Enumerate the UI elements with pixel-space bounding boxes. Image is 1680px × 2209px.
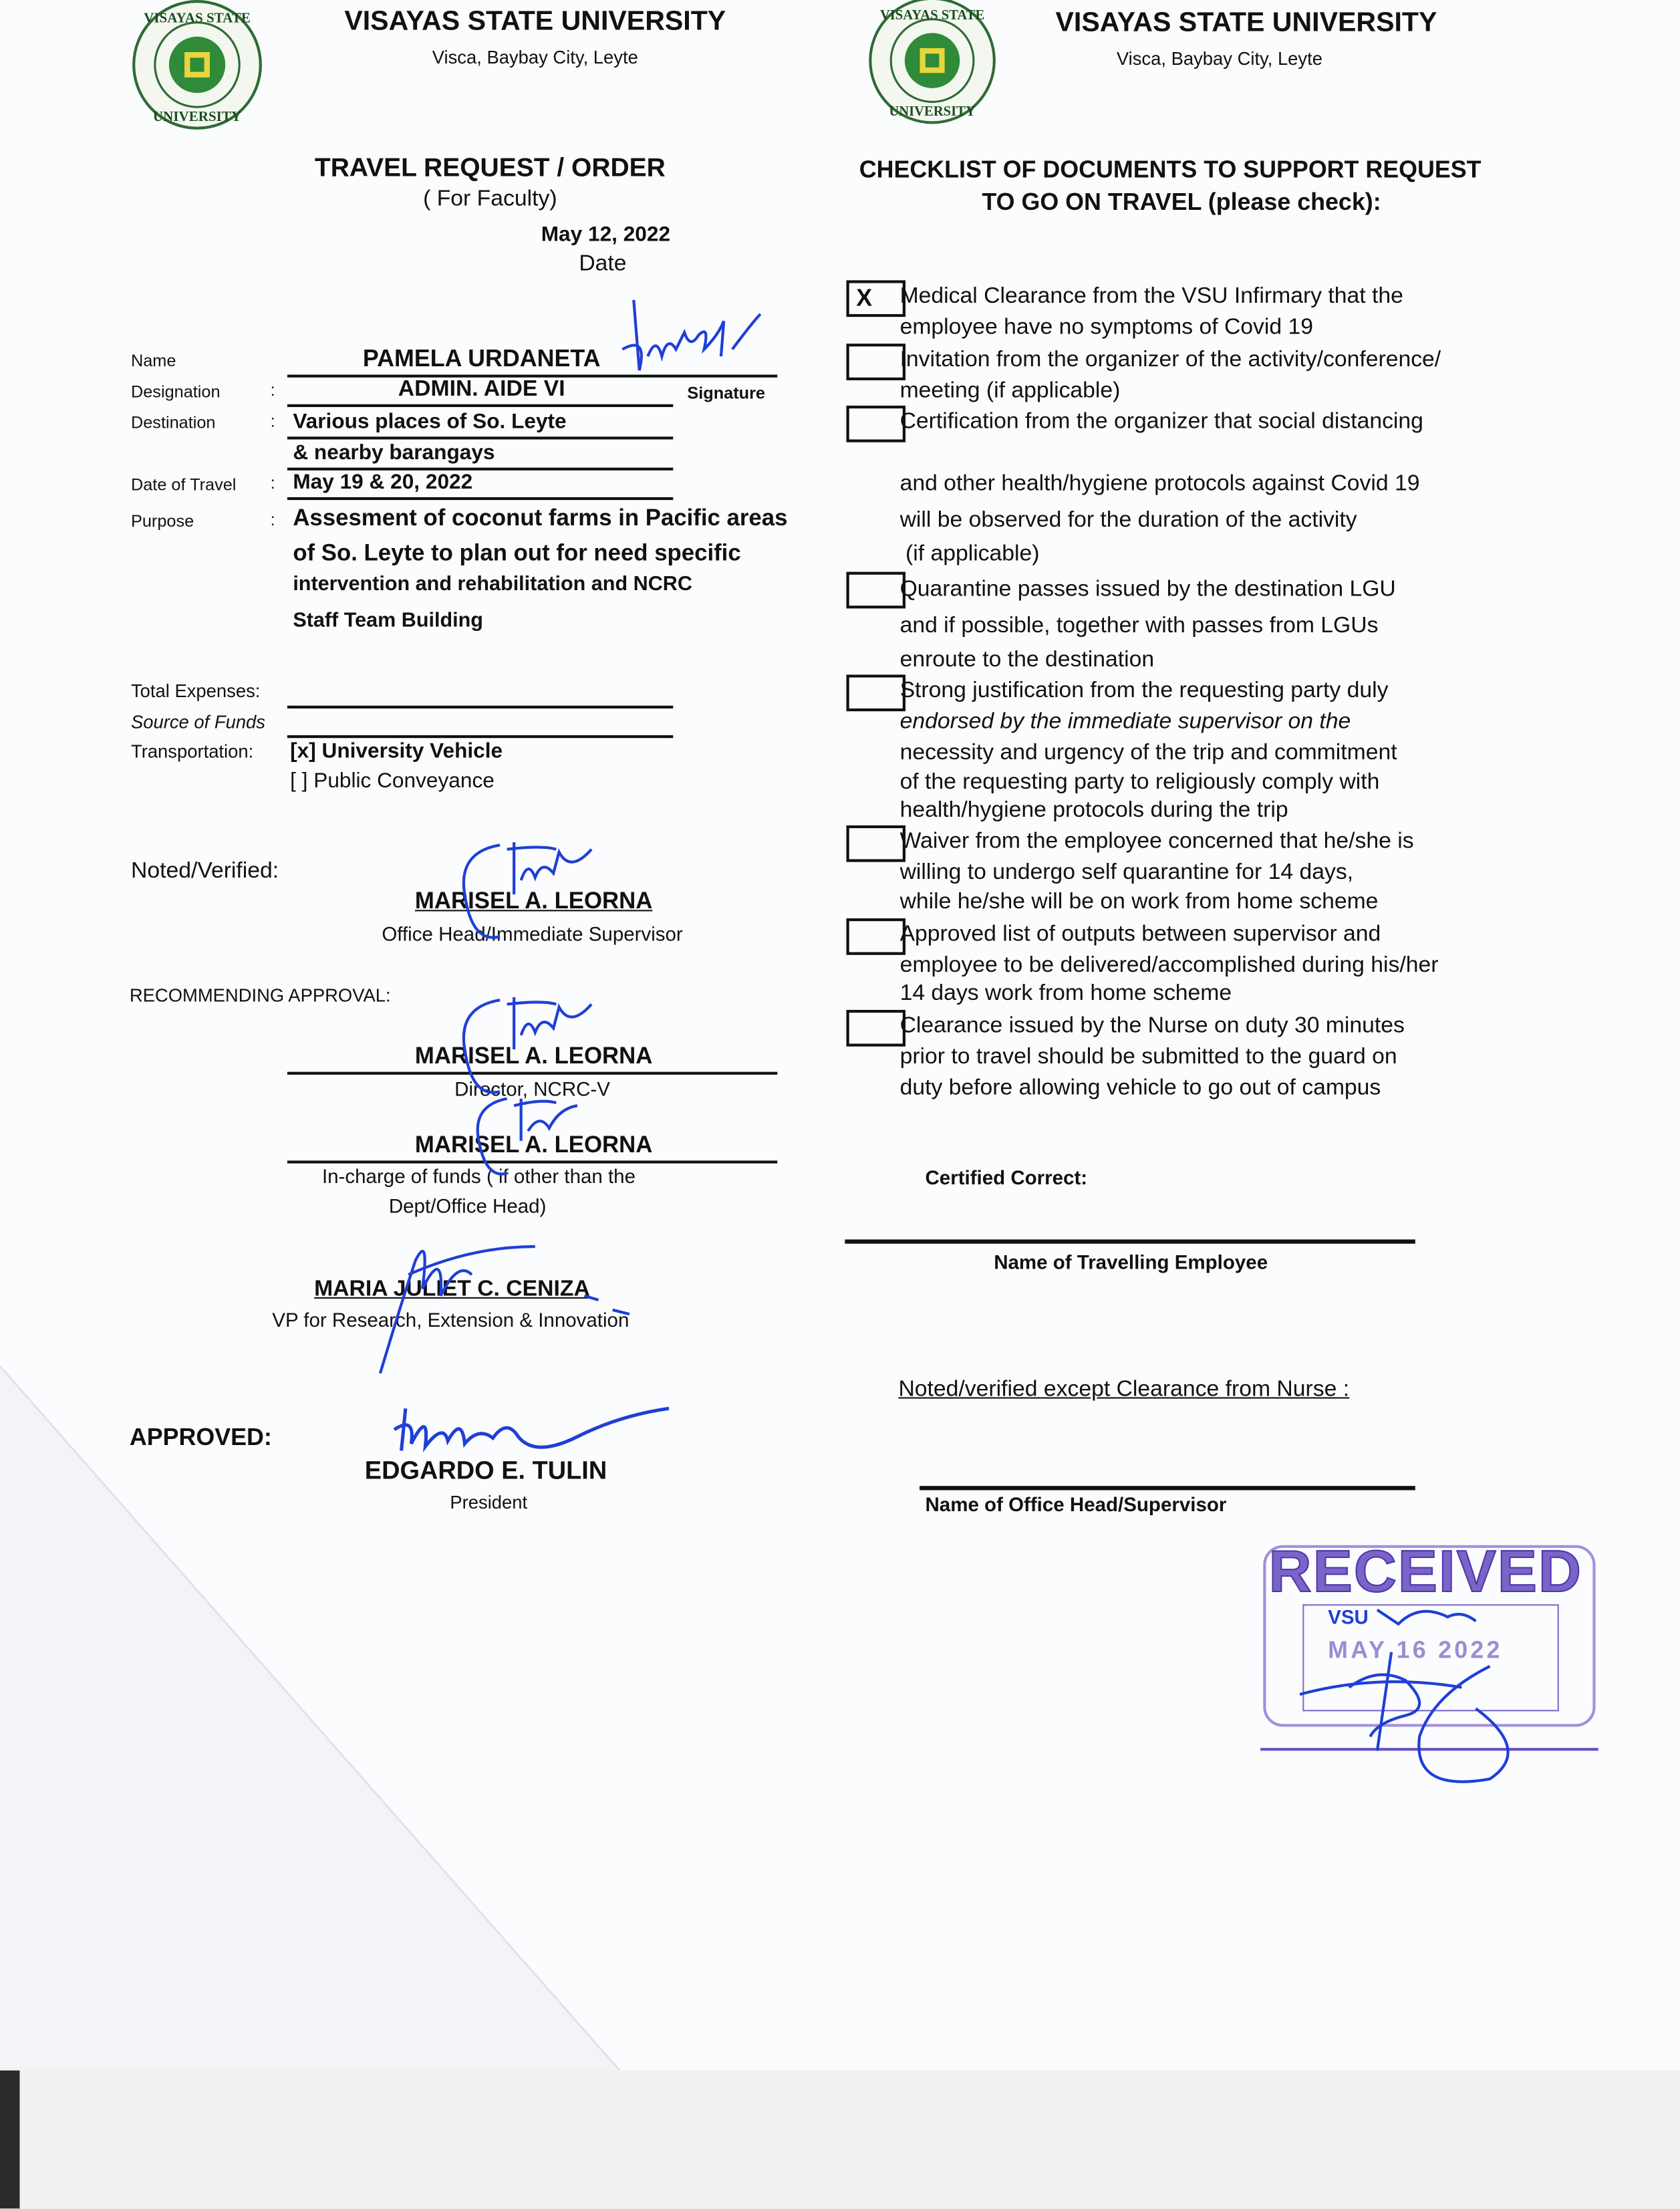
noted-verified-label: Noted/Verified: [130,859,279,884]
office-head-label: Name of Office Head/Supervisor [925,1492,1227,1516]
signature-funds [472,1091,585,1183]
checklist-line: Invitation from the organizer of the activity/conference/ [899,348,1441,372]
recommending-name: MARISEL A. LEORNA [414,1043,653,1069]
president-title: President [450,1491,528,1513]
signature-recommending [458,993,599,1099]
signature-noted [458,838,599,944]
purpose-line-1: Assesment of coconut farms in Pacific areas [293,505,788,531]
checklist-line: Clearance issued by the Nurse on duty 30 minutes [899,1014,1405,1039]
svg-text:UNIVERSITY: UNIVERSITY [889,104,976,120]
transport-public-conveyance: [ ] Public Conveyance [290,769,495,793]
destination-label: Destination [130,412,216,432]
stamp-office: VSU [1328,1605,1369,1629]
checklist-line: employee to be delivered/accomplished during his/her [899,953,1439,978]
checklist-title-line-1: CHECKLIST OF DOCUMENTS TO SUPPORT REQUEST [859,156,1482,183]
checkbox-certification[interactable] [846,406,905,442]
checklist-line: (if applicable) [905,542,1040,567]
purpose-label: Purpose [130,511,194,531]
date-value: May 12, 2022 [541,222,671,247]
purpose-line-3: intervention and rehabilitation and NCRC [293,573,692,596]
designation-underline [287,404,673,407]
checklist-line: will be observed for the duration of the activity [899,508,1357,533]
colon: : [270,380,275,400]
total-expenses-underline [287,706,673,708]
checkbox-justification[interactable] [846,674,905,711]
date-of-travel-underline [287,497,673,500]
date-of-travel-label: Date of Travel [130,475,237,495]
checklist-line: endorsed by the immediate supervisor on the [899,710,1351,734]
checklist-line: Strong justification from the requesting party duly [899,678,1389,703]
source-of-funds-label: Source of Funds [130,711,265,733]
checklist-line: 14 days work from home scheme [899,981,1232,1006]
funds-title-line-1: In-charge of funds ( if other than the [321,1164,636,1188]
form-subtitle: ( For Faculty) [423,187,557,212]
checkbox-medical-clearance[interactable]: X [846,280,905,317]
checklist-line: employee have no symptoms of Covid 19 [899,315,1314,340]
destination-line-2: & nearby barangays [293,440,495,465]
checkbox-approved-outputs[interactable] [846,918,905,955]
checklist-line: Quarantine passes issued by the destination LGU [899,577,1396,602]
signature-label: Signature [687,383,765,403]
designation-label: Designation [130,382,221,402]
supervisor-signature-line [920,1486,1415,1489]
university-seal-right [865,0,1001,124]
president-name: EDGARDO E. TULIN [364,1456,607,1485]
checklist-line: and if possible, together with passes from LGUs [899,614,1379,638]
checklist-line: while he/she will be on work from home scheme [899,890,1379,914]
form-title: TRAVEL REQUEST / ORDER [314,152,666,182]
checklist-line: health/hygiene protocols during the trip [899,798,1288,823]
noted-title: Office Head/Immediate Supervisor [382,922,683,945]
funds-name: MARISEL A. LEORNA [414,1132,653,1158]
purpose-line-4: Staff Team Building [293,610,483,633]
university-seal-left [131,0,265,130]
stamp-received-text: RECEIVED [1268,1538,1583,1605]
checkbox-nurse-clearance[interactable] [846,1010,905,1047]
checklist-line: Waiver from the employee concerned that he/she is [899,829,1414,854]
signature-vp [373,1232,640,1380]
recommending-title: Director, NCRC-V [454,1077,610,1100]
source-of-funds-underline [287,735,673,738]
transport-university-vehicle: [x] University Vehicle [290,739,503,764]
date-label: Date [579,252,627,277]
date-of-travel-value: May 19 & 20, 2022 [293,470,473,495]
university-name-left: VISAYAS STATE UNIVERSITY [344,5,726,37]
checkbox-waiver[interactable] [846,825,905,862]
stamp-date: MAY 16 2022 [1328,1636,1503,1664]
colon: : [270,411,275,431]
university-address-left: Visca, Baybay City, Leyte [432,46,638,68]
svg-text:VISAYAS STATE: VISAYAS STATE [144,9,251,26]
checklist-line: duty before allowing vehicle to go out of campus [899,1075,1381,1100]
checklist-line: Medical Clearance from the VSU Infirmary that the [899,284,1403,309]
noted-except-label: Noted/verified except Clearance from Nurse : [898,1377,1350,1402]
checklist-line: enroute to the destination [899,648,1155,672]
noted-name: MARISEL A. LEORNA [414,888,653,914]
checklist-title-line-2: TO GO ON TRAVEL (please check): [982,188,1381,216]
scanner-background [0,2071,1680,2209]
checklist-line: meeting (if applicable) [899,378,1121,403]
funds-title-line-2: Dept/Office Head) [388,1194,547,1217]
checklist-line: necessity and urgency of the trip and commitment [899,741,1397,765]
colon: : [270,509,275,530]
checkbox-invitation[interactable] [846,344,905,380]
purpose-line-2: of So. Leyte to plan out for need specific [293,541,741,567]
checkbox-quarantine-passes[interactable] [846,572,905,609]
employee-signature-line [845,1239,1415,1243]
vp-title: VP for Research, Extension & Innovation [272,1308,629,1331]
destination-underline [287,436,673,439]
stamp-signature [1293,1596,1546,1793]
svg-text:VISAYAS STATE: VISAYAS STATE [879,7,985,23]
recommending-approval-label: RECOMMENDING APPROVAL: [129,985,391,1006]
designation-value: ADMIN. AIDE VI [398,377,565,402]
signature-requester [619,293,775,377]
checklist-line: Approved list of outputs between supervisor and [899,922,1381,947]
svg-text:UNIVERSITY: UNIVERSITY [152,108,242,125]
checklist-line: willing to undergo self quarantine for 14 days, [899,860,1354,885]
signature-president [394,1402,676,1458]
checklist-line: and other health/hygiene protocols against Covid 19 [899,471,1420,496]
checklist-line: prior to travel should be submitted to the guard on [899,1045,1397,1069]
checklist-line: Certification from the organizer that social distancing [899,410,1423,434]
transportation-label: Transportation: [130,741,254,763]
vp-name: MARIA JULIET C. CENIZA [314,1277,590,1302]
university-address-right: Visca, Baybay City, Leyte [1116,47,1322,70]
certified-correct-label: Certified Correct: [925,1166,1088,1189]
colon: : [270,473,275,493]
name-label: Name [130,350,176,371]
university-name-right: VISAYAS STATE UNIVERSITY [1055,7,1437,38]
total-expenses-label: Total Expenses: [130,680,261,702]
checklist-line: of the requesting party to religiously comply with [899,770,1380,795]
travelling-employee-label: Name of Travelling Employee [994,1251,1268,1273]
name-value: PAMELA URDANETA [362,345,601,372]
destination-line-1: Various places of So. Leyte [293,410,567,434]
received-stamp [1258,1539,1602,1758]
approved-label: APPROVED: [129,1424,272,1451]
